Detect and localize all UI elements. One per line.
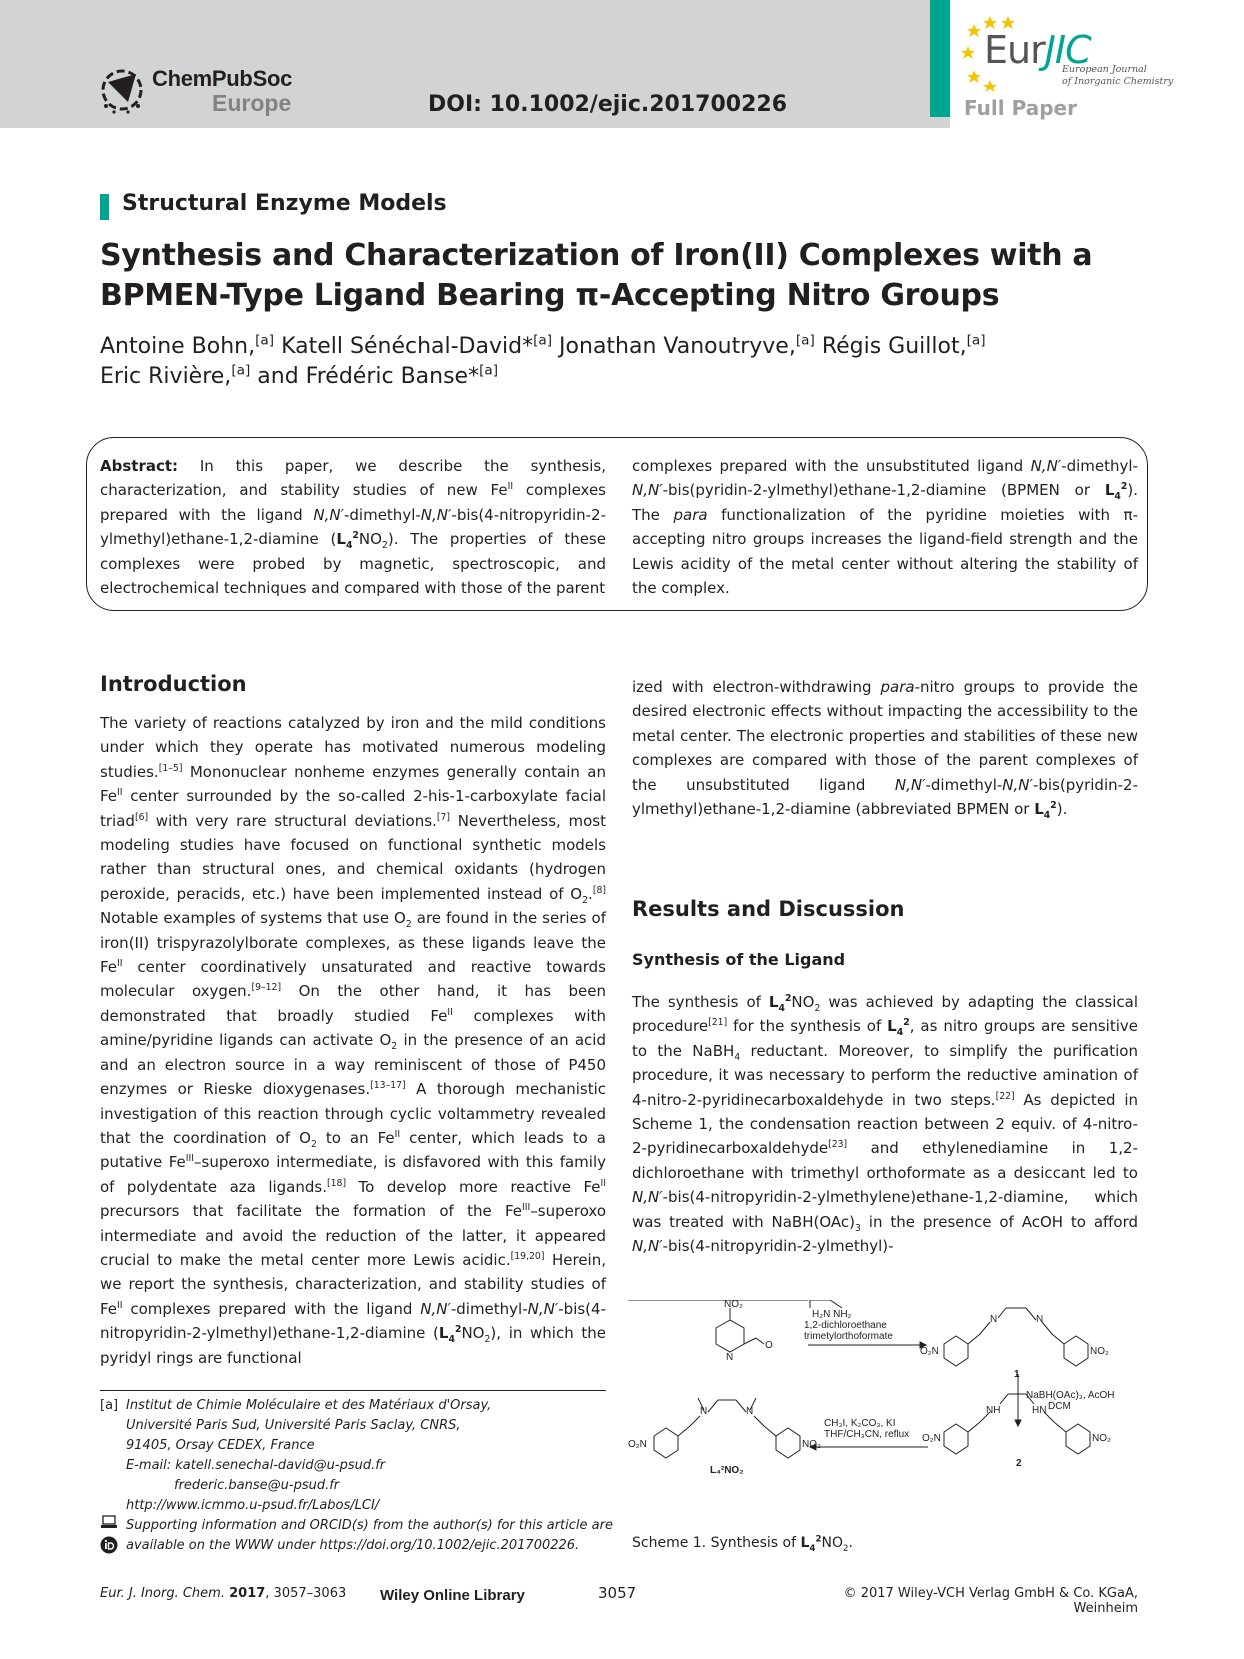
- article-type-label: Full Paper: [964, 96, 1077, 120]
- author-affiliation: [a]: [479, 362, 499, 379]
- abstract-text: complexes prepared with the ligand: [100, 481, 606, 524]
- chempubsoc-logo-icon: [98, 62, 146, 116]
- body-text: -nitro groups to provide the desired electronic effects without impacting the accessibility to the metal center. The electronic properties and stabilities of these new complexes are compared with those of the parent complexes of the unsubstituted ligand: [632, 678, 1138, 794]
- ligand-label: L: [768, 993, 779, 1011]
- ligand-subscript: 4: [345, 540, 353, 552]
- citation-ref[interactable]: [22]: [995, 1090, 1015, 1102]
- scheme-o2n-2: O₂N: [922, 1433, 941, 1444]
- footer-journal-name: Eur. J. Inorg. Chem.: [100, 1586, 225, 1601]
- body-text: with very rare structural deviations.: [148, 811, 437, 830]
- author-affiliation: [a]: [533, 332, 553, 349]
- body-text: -bis(pyridin-2-ylmethyl)ethane-1,2-diamine (abbreviated BPMEN or: [632, 775, 1138, 819]
- subscript: 2: [381, 540, 388, 552]
- scheme-o2n-1: O₂N: [920, 1346, 939, 1357]
- page-number: 3057: [598, 1584, 637, 1602]
- body-text: precursors that facilitate the formation of the Fe: [100, 1202, 523, 1221]
- title-line-2: BPMEN-Type Ligand Bearing π-Accepting Nitro Groups: [100, 278, 1000, 313]
- subscript: 2: [391, 1041, 398, 1053]
- ligand-subscript: 4: [1114, 491, 1121, 503]
- results-heading: Results and Discussion: [632, 897, 905, 921]
- body-text: NO: [461, 1324, 485, 1343]
- body-text: Herein, we report the synthesis, characterization, and stability studies of Fe: [100, 1250, 606, 1318]
- scheme-hn: HN: [1032, 1405, 1047, 1416]
- abstract-text: NO: [358, 530, 382, 549]
- oxidation-state: II: [507, 481, 514, 493]
- footnote-rule: [100, 1390, 606, 1391]
- pyridine-ring: [716, 1320, 744, 1352]
- abstract-text: (BPMEN or: [986, 481, 1105, 500]
- body-text: complexes prepared with the ligand: [122, 1299, 421, 1318]
- body-text: A thorough mechanistic investigation of this reaction through cyclic voltammetry revealed that the coordination of O: [100, 1080, 606, 1147]
- subscript: 4: [734, 1051, 741, 1063]
- scheme-aldehyde-o: O: [765, 1340, 773, 1351]
- body-text: -bis(4-nitropyridin-2-ylmethyl)ethane-1,2-diamine (: [100, 1299, 606, 1343]
- caption-text: .: [848, 1535, 853, 1551]
- abstract-text: ). The properties of these complexes were probed by magnetic, spectroscopic, and electrochemical techniques and compared with those of the parent: [100, 530, 606, 598]
- footnote-url[interactable]: http://www.icmmo.u-psud.fr/Labos/LCI/: [126, 1498, 380, 1513]
- scheme-reagent-line2: trimetylorthoformate: [804, 1331, 893, 1342]
- scheme-compound-2: 2: [1016, 1458, 1022, 1469]
- abstract-text: -bis(pyridin-2-ylmethyl)ethane-1,2-diamine: [662, 481, 987, 500]
- body-text: -bis(4-nitropyridin-2-ylmethyl)-: [662, 1237, 894, 1256]
- author-affiliation: [a]: [966, 332, 986, 349]
- abstract-text: The: [632, 505, 674, 524]
- footer-pages: , 3057–3063: [265, 1586, 347, 1601]
- body-text: Nevertheless, most modeling studies have focused on functional synthetic models rather than structural ones, and chemical oxidants (hydrogen peroxide, peracids, etc.) have been implemented instead of O: [100, 811, 607, 903]
- footnote-supporting-link[interactable]: available on the WWW under https://doi.org/10.1002/ejic.201700226.: [126, 1538, 580, 1553]
- abstract-italic: N,N′: [632, 481, 663, 500]
- caption-text: NO: [821, 1535, 843, 1551]
- author-affiliation: [a]: [795, 332, 815, 349]
- body-text: ), in which the pyridyl rings are functional: [100, 1324, 607, 1367]
- copyright-notice: © 2017 Wiley-VCH Verlag GmbH & Co. KGaA, Weinheim: [843, 1586, 1138, 1616]
- subscript: 2: [310, 1138, 317, 1150]
- footnote-line: 91405, Orsay CEDEX, France: [126, 1438, 315, 1453]
- ligand-label: L: [887, 1017, 897, 1036]
- scheme-no2-1: NO₂: [1090, 1346, 1109, 1357]
- footnote-line: Université Paris Sud, Université Paris Saclay, CNRS,: [126, 1418, 461, 1433]
- introduction-paragraph-cont: [632, 675, 1138, 821]
- body-text: center surrounded by the so-called 2-his-1-carboxylate facial triad: [100, 787, 606, 830]
- abstract-text: -bis(4-nitropyridin-2-ylmethyl)ethane-1,2-diamine (: [100, 505, 606, 549]
- ligand-label: L: [336, 530, 346, 549]
- body-text: -dimethyl-: [450, 1299, 528, 1318]
- body-text: ized with electron-withdrawing: [632, 678, 881, 696]
- publisher-name: ChemPubSoc: [152, 66, 293, 91]
- reaction-scheme: [628, 1300, 1148, 1520]
- body-text: Mononuclear nonheme enzymes generally contain an Fe: [100, 762, 606, 806]
- body-text: -bis(4-nitropyridin-2-ylmethylene)ethane-1,2-diamine, which was treated with NaBH(OAc): [632, 1188, 1138, 1231]
- journal-logo-suffix: JIC: [1044, 28, 1091, 72]
- caption-text: Scheme 1. Synthesis of: [632, 1535, 801, 1551]
- body-text: The synthesis of: [632, 993, 769, 1011]
- ligand-subscript: 4: [896, 1027, 904, 1039]
- subscript: 2: [814, 1003, 821, 1014]
- computer-icon: [100, 1515, 118, 1529]
- ligand-superscript: 2: [352, 530, 359, 542]
- orcid-icon: [100, 1536, 118, 1554]
- oxidation-state: II: [600, 1177, 606, 1189]
- citation-ref[interactable]: [23]: [828, 1139, 848, 1151]
- abstract-text: complexes prepared with the unsubstituted ligand: [632, 457, 1031, 475]
- scheme-imine-n-1: N: [990, 1314, 998, 1325]
- scheme-no2-2: NO₂: [1092, 1433, 1111, 1444]
- oxidation-state: II: [117, 958, 123, 970]
- ligand-superscript: 2: [1120, 481, 1128, 493]
- citation-ref[interactable]: [19,20]: [510, 1250, 545, 1262]
- body-text: .: [588, 884, 593, 903]
- author-name: Jonathan Vanoutryve,: [559, 334, 796, 359]
- body-text: reductant. Moreover, to simplify the purification procedure, it was necessary to perform the reductive amination of 4-nitro-2-pyridinecarboxaldehyde in two steps.: [632, 1041, 1138, 1109]
- synthesis-subheading: Synthesis of the Ligand: [632, 950, 846, 969]
- scheme-product-label: L₄²NO₂: [710, 1465, 744, 1476]
- abstract-italic: para: [673, 505, 708, 524]
- scheme-reagent-amine: H₂N NH₂: [812, 1309, 852, 1320]
- introduction-paragraph: [100, 711, 606, 1370]
- journal-logo-prefix: Eur: [984, 28, 1045, 72]
- footer-citation: [100, 1586, 346, 1601]
- scheme-methylation-line1: CH₃I, K₂CO₃, KI: [824, 1418, 896, 1429]
- ligand-label: L: [1104, 481, 1115, 500]
- author-name: Antoine Bohn,: [100, 334, 256, 359]
- body-text: in the presence of AcOH to afford: [860, 1212, 1138, 1231]
- ligand-superscript: 2: [454, 1324, 462, 1336]
- author-name: Katell Sénéchal-David*: [281, 334, 534, 359]
- body-text: to an Fe: [316, 1128, 395, 1147]
- body-italic: N,N′: [894, 775, 926, 794]
- citation-ref[interactable]: [1–5]: [158, 762, 183, 774]
- citation-ref[interactable]: [6]: [134, 811, 149, 823]
- journal-desc-line1: European Journal: [1062, 64, 1147, 75]
- author-affiliation: [a]: [255, 332, 275, 349]
- body-text: in the presence of an acid and an electron source in a way reminiscent of those of P450 enzymes or Rieske dioxygenases.: [100, 1031, 606, 1099]
- citation-ref[interactable]: [7]: [436, 811, 450, 823]
- author-name: and Frédéric Banse*: [257, 364, 480, 389]
- oxidation-state: II: [117, 787, 123, 799]
- footnote-mark: [a]: [100, 1398, 119, 1413]
- journal-desc-line2: of Inorganic Chemistry: [1062, 76, 1174, 87]
- introduction-heading: Introduction: [100, 672, 247, 696]
- oxidation-state: II: [117, 1299, 123, 1311]
- abstract-text-right: [632, 454, 1138, 600]
- body-text: –superoxo intermediate and avoid the reduction of the latter, it appeared crucial to make the metal center more Lewis acidic.: [100, 1202, 606, 1269]
- oxidation-state: II: [447, 1006, 453, 1018]
- author-line-1: [100, 332, 1160, 362]
- ligand-subscript: 4: [778, 1003, 785, 1014]
- scheme-reduction-line1: NaBH(OAc)₃, AcOH: [1026, 1390, 1115, 1401]
- body-text: -dimethyl-: [925, 775, 1003, 794]
- citation-ref[interactable]: [8]: [592, 884, 606, 896]
- author-line-2: [100, 362, 1160, 392]
- ligand-label: L: [800, 1535, 810, 1551]
- subscript: 3: [855, 1222, 861, 1234]
- author-list: [100, 332, 1160, 392]
- article-title: [100, 236, 1160, 316]
- body-text: The variety of reactions catalyzed by iron and the mild conditions under which they operate has motivated numerous modeling studies.: [100, 714, 606, 781]
- ligand-subscript: 4: [448, 1334, 455, 1346]
- abstract-italic: N,N′: [420, 505, 452, 524]
- body-text: center coordinatively unsaturated and reactive towards molecular oxygen.: [100, 958, 606, 1001]
- abstract-text: In this paper, we describe the synthesis, characterization, and stability studies of new Fe: [100, 457, 606, 500]
- subscript: 2: [582, 894, 589, 906]
- publisher-subname: Europe: [212, 90, 292, 116]
- body-text: –superoxo intermediate, is disfavored with this family of polydentate aza ligands.: [100, 1153, 606, 1196]
- body-text: , as nitro groups are sensitive to the NaBH: [632, 1017, 1138, 1060]
- abstract-text: -dimethyl-: [1061, 457, 1138, 475]
- subscript: 2: [843, 1543, 849, 1554]
- ligand-superscript: 2: [815, 1534, 822, 1545]
- ligand-superscript: 2: [784, 993, 792, 1004]
- abstract-text: functionalization of the pyridine moieties with π-accepting nitro groups increases the ligand-field strength and the Lewis acidity of the metal center without altering the stability of the complex.: [632, 505, 1138, 598]
- ligand-subscript: 4: [1043, 810, 1051, 822]
- body-text: are found in the series of iron(II) trispyrazolylborate complexes, as these ligands leave the Fe: [100, 909, 606, 977]
- wiley-online-library-link[interactable]: Wiley Online Library: [380, 1587, 525, 1604]
- scheme-ring-n: N: [726, 1352, 734, 1363]
- body-text: To develop more reactive Fe: [346, 1177, 601, 1196]
- scheme-nh: NH: [986, 1405, 1001, 1416]
- abstract-text: ).: [1127, 481, 1138, 500]
- body-text: NO: [791, 993, 815, 1011]
- scheme-reagent-line1: 1,2-dichloroethane: [804, 1320, 887, 1331]
- section-label: Structural Enzyme Models: [122, 191, 447, 216]
- oxidation-state: II: [394, 1128, 401, 1140]
- body-italic: N,N′: [420, 1299, 451, 1318]
- scheme-caption: [632, 1534, 853, 1554]
- ligand-label: L: [1034, 800, 1044, 819]
- footer-year: 2017: [229, 1586, 266, 1601]
- citation-ref[interactable]: [13–17]: [370, 1080, 406, 1092]
- doi-label[interactable]: DOI: 10.1002/ejic.201700226: [428, 92, 788, 117]
- footnote-line: Institut de Chimie Moléculaire et des Matériaux d'Orsay,: [126, 1398, 492, 1413]
- footnote-email-2[interactable]: frederic.banse@u-psud.fr: [174, 1478, 340, 1493]
- footnote-email-1[interactable]: E-mail: katell.senechal-david@u-psud.fr: [126, 1458, 386, 1473]
- journal-accent-bar: [930, 0, 950, 117]
- body-text: ).: [1056, 800, 1068, 819]
- citation-ref[interactable]: [21]: [708, 1017, 728, 1029]
- scheme-imine-n-2: N: [1036, 1314, 1044, 1325]
- scheme-reduction-line2: DCM: [1048, 1401, 1071, 1412]
- abstract-text: -dimethyl-: [343, 505, 421, 524]
- body-text: for the synthesis of: [727, 1017, 888, 1036]
- citation-ref[interactable]: [9–12]: [251, 982, 282, 994]
- footnote-supporting-line: Supporting information and ORCID(s) from the author(s) for this article are: [126, 1518, 613, 1533]
- body-italic: para: [880, 678, 915, 696]
- oxidation-state: III: [522, 1202, 531, 1214]
- scheme-methylation-line2: THF/CH₃CN, reflux: [824, 1429, 910, 1440]
- ligand-superscript: 2: [903, 1017, 910, 1029]
- body-italic: N,N′: [527, 1299, 559, 1318]
- author-name: Régis Guillot,: [821, 334, 967, 359]
- ligand-superscript: 2: [1050, 800, 1057, 812]
- author-name: Eric Rivière,: [100, 364, 232, 389]
- body-text: and ethylenediamine in 1,2-dichloroethane with trimethyl orthoformate as a desiccant led to: [632, 1139, 1138, 1182]
- author-affiliation: [a]: [231, 362, 251, 379]
- body-text: center, which leads to a putative Fe: [100, 1128, 606, 1172]
- abstract-text-left: [100, 454, 606, 600]
- section-marker: [100, 194, 109, 220]
- scheme-amine-n-2: N: [746, 1406, 754, 1417]
- scheme-no2-3: NO₂: [802, 1439, 821, 1450]
- abstract-label: Abstract:: [100, 457, 179, 475]
- body-italic: N,N′: [632, 1188, 663, 1207]
- title-line-1: Synthesis and Characterization of Iron(II) Complexes with a: [100, 238, 1093, 273]
- ligand-label: L: [438, 1324, 449, 1343]
- subscript: 2: [484, 1334, 491, 1346]
- subscript: 2: [405, 919, 412, 931]
- body-text: Notable examples of systems that use O: [100, 909, 406, 928]
- scheme-o2n-3: O₂N: [628, 1439, 647, 1450]
- body-text: complexes with amine/pyridine ligands can activate O: [100, 1006, 606, 1050]
- abstract-italic: N,N′: [1030, 457, 1062, 475]
- citation-ref[interactable]: [18]: [326, 1177, 347, 1189]
- scheme-no2-top: NO₂: [724, 1300, 743, 1310]
- abstract-italic: N,N′: [313, 505, 344, 524]
- body-italic: N,N′: [632, 1237, 663, 1256]
- scheme-compound-1: 1: [1014, 1369, 1020, 1380]
- body-italic: N,N′: [1002, 775, 1033, 794]
- scheme-amine-n-1: N: [700, 1406, 708, 1417]
- body-text: On the other hand, it has been demonstrated that broadly studied Fe: [100, 982, 606, 1025]
- ligand-subscript: 4: [809, 1543, 816, 1554]
- oxidation-state: III: [185, 1153, 195, 1165]
- body-text: As depicted in Scheme 1, the condensation reaction between 2 equiv. of 4-nitro-2-pyridinecarboxaldehyde: [632, 1090, 1138, 1158]
- body-text: was achieved by adapting the classical procedure: [632, 993, 1138, 1036]
- synthesis-paragraph: [632, 990, 1138, 1258]
